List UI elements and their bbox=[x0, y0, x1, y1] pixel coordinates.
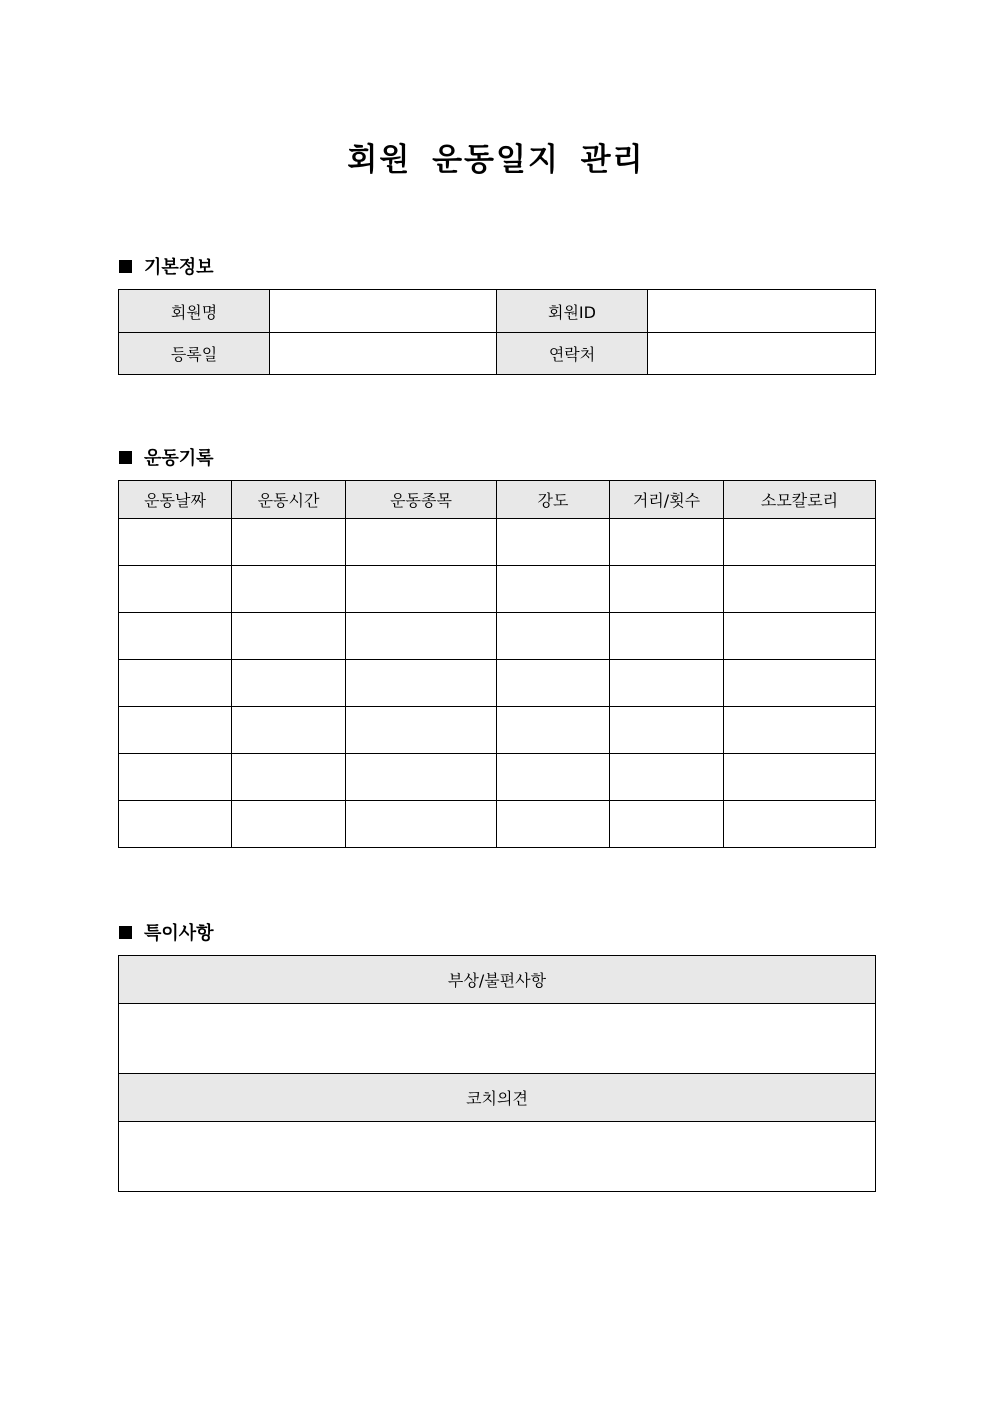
injury-label: 부상/불편사항 bbox=[119, 956, 876, 1004]
log-cell[interactable] bbox=[232, 613, 346, 660]
member-id-label: 회원ID bbox=[497, 290, 648, 333]
log-cell[interactable] bbox=[497, 707, 610, 754]
log-cell[interactable] bbox=[497, 566, 610, 613]
log-cell[interactable] bbox=[610, 754, 724, 801]
log-cell[interactable] bbox=[497, 519, 610, 566]
log-cell[interactable] bbox=[346, 519, 497, 566]
square-bullet-icon bbox=[119, 260, 132, 273]
log-cell[interactable] bbox=[610, 801, 724, 848]
log-cell[interactable] bbox=[724, 566, 876, 613]
log-cell[interactable] bbox=[346, 801, 497, 848]
page-title: 회원 운동일지 관리 bbox=[347, 142, 645, 178]
member-name-label: 회원명 bbox=[119, 290, 270, 333]
table-row bbox=[119, 956, 876, 1004]
log-cell[interactable] bbox=[724, 613, 876, 660]
log-cell[interactable] bbox=[346, 613, 497, 660]
log-cell[interactable] bbox=[119, 801, 232, 848]
column-header-date: 운동날짜 bbox=[119, 481, 232, 519]
log-cell[interactable] bbox=[119, 519, 232, 566]
table-row bbox=[119, 290, 876, 333]
registration-date-label: 등록일 bbox=[119, 333, 270, 375]
log-cell[interactable] bbox=[724, 801, 876, 848]
log-cell[interactable] bbox=[610, 613, 724, 660]
log-cell[interactable] bbox=[610, 660, 724, 707]
log-cell[interactable] bbox=[610, 707, 724, 754]
log-cell[interactable] bbox=[119, 566, 232, 613]
log-cell[interactable] bbox=[497, 801, 610, 848]
column-header-exercise-type: 운동종목 bbox=[346, 481, 497, 519]
column-header-intensity: 강도 bbox=[497, 481, 610, 519]
table-row bbox=[119, 613, 876, 660]
member-name-field[interactable] bbox=[270, 290, 497, 333]
section-heading-label: 기본정보 bbox=[144, 257, 214, 278]
contact-field[interactable] bbox=[648, 333, 876, 375]
log-cell[interactable] bbox=[346, 707, 497, 754]
square-bullet-icon bbox=[119, 451, 132, 464]
column-header-duration: 운동시간 bbox=[232, 481, 346, 519]
log-cell[interactable] bbox=[610, 566, 724, 613]
section-heading-label: 특이사항 bbox=[144, 923, 214, 944]
table-header-row bbox=[119, 481, 876, 519]
square-bullet-icon bbox=[119, 926, 132, 939]
log-cell[interactable] bbox=[497, 613, 610, 660]
log-cell[interactable] bbox=[119, 707, 232, 754]
member-id-field[interactable] bbox=[648, 290, 876, 333]
log-cell[interactable] bbox=[119, 660, 232, 707]
log-cell[interactable] bbox=[497, 660, 610, 707]
exercise-log-table bbox=[118, 480, 876, 848]
registration-date-field[interactable] bbox=[270, 333, 497, 375]
log-cell[interactable] bbox=[346, 660, 497, 707]
coach-opinion-label: 코치의견 bbox=[119, 1074, 876, 1122]
log-cell[interactable] bbox=[232, 519, 346, 566]
table-row bbox=[119, 1004, 876, 1074]
log-cell[interactable] bbox=[232, 707, 346, 754]
log-cell[interactable] bbox=[346, 566, 497, 613]
table-row bbox=[119, 1074, 876, 1122]
log-cell[interactable] bbox=[724, 660, 876, 707]
basic-info-table bbox=[118, 289, 876, 375]
section-heading-label: 운동기록 bbox=[144, 448, 214, 469]
table-row bbox=[119, 566, 876, 613]
log-cell[interactable] bbox=[346, 754, 497, 801]
log-cell[interactable] bbox=[119, 754, 232, 801]
table-row bbox=[119, 1122, 876, 1192]
table-row bbox=[119, 660, 876, 707]
log-cell[interactable] bbox=[497, 754, 610, 801]
log-cell[interactable] bbox=[724, 707, 876, 754]
section-heading-exercise-log bbox=[119, 444, 214, 470]
log-cell[interactable] bbox=[232, 566, 346, 613]
table-row bbox=[119, 754, 876, 801]
section-heading-basic-info bbox=[119, 253, 214, 279]
log-cell[interactable] bbox=[232, 660, 346, 707]
table-row bbox=[119, 519, 876, 566]
notes-table bbox=[118, 955, 876, 1192]
log-cell[interactable] bbox=[724, 754, 876, 801]
column-header-calories: 소모칼로리 bbox=[724, 481, 876, 519]
log-cell[interactable] bbox=[119, 613, 232, 660]
section-heading-notes bbox=[119, 919, 214, 945]
table-row bbox=[119, 333, 876, 375]
log-cell[interactable] bbox=[610, 519, 724, 566]
log-cell[interactable] bbox=[232, 801, 346, 848]
column-header-distance-reps: 거리/횟수 bbox=[610, 481, 724, 519]
table-row bbox=[119, 707, 876, 754]
injury-field[interactable] bbox=[119, 1004, 876, 1074]
coach-opinion-field[interactable] bbox=[119, 1122, 876, 1192]
contact-label: 연락처 bbox=[497, 333, 648, 375]
log-cell[interactable] bbox=[232, 754, 346, 801]
table-row bbox=[119, 801, 876, 848]
log-cell[interactable] bbox=[724, 519, 876, 566]
